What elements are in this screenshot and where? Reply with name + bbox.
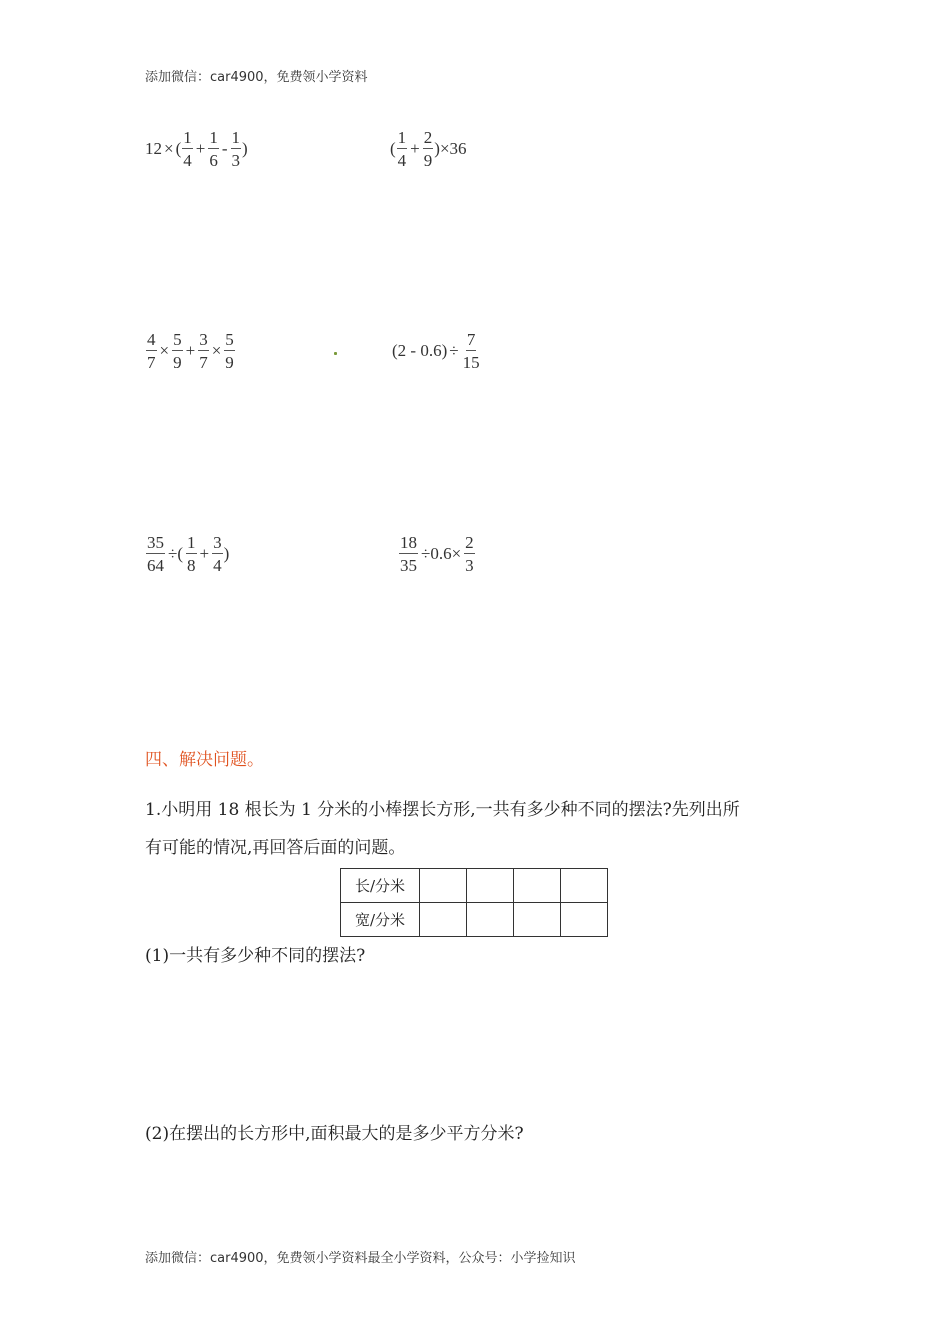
length-label: 长/分米 [341,869,420,903]
denominator: 4 [183,151,192,170]
answer-cell[interactable] [420,869,467,903]
paren: ) [223,544,230,563]
fraction [186,534,197,574]
denominator: 3 [231,151,241,170]
fraction [462,331,481,371]
page-footer: 添加微信：car4900，免费领小学资料最全小学资料，公众号：小学捡知识 [145,1251,576,1266]
denominator: 3 [465,556,474,575]
numerator: 3 [213,533,222,552]
section-title: 四、解决问题。 [145,750,264,770]
denominator: 35 [400,556,417,575]
times-sign: × [211,341,222,360]
denominator: 15 [462,353,480,372]
numerator: 1 [209,128,218,147]
numerator: 1 [183,128,192,147]
fraction [182,129,193,169]
times-36: ×36 [439,139,467,158]
denominator: 4 [213,556,222,575]
divide-times: ÷0.6× [421,544,462,563]
plus-sign: + [410,139,420,158]
fraction [399,534,418,574]
denominator: 9 [225,353,234,372]
page-header: 添加微信：car4900，免费领小学资料 [145,70,368,85]
fraction [172,331,183,371]
exercise-3 [145,331,236,371]
exercise-6 [398,534,476,574]
exercise-2 [390,129,467,169]
numerator: 35 [147,533,164,552]
fraction [198,331,209,371]
answer-cell[interactable] [420,903,467,937]
numerator: 7 [466,330,476,349]
numerator: 2 [423,128,433,147]
fraction [397,129,408,169]
exercise-4 [392,331,482,371]
numerator: 1 [231,128,241,147]
numerator: 5 [225,330,234,349]
answer-cell[interactable] [467,903,514,937]
answer-cell[interactable] [561,903,608,937]
numerator: 4 [147,330,156,349]
minus-sign: - [221,139,228,158]
numerator: 1 [187,533,196,552]
numerator: 3 [199,330,208,349]
answer-cell[interactable] [561,869,608,903]
fraction [146,534,165,574]
numerator: 1 [397,128,407,147]
fraction [224,331,235,371]
expression-head: (2 - 0.6) [392,341,448,360]
numerator: 5 [173,330,182,349]
divide-sign: ÷ [449,341,459,360]
numerator: 2 [465,533,474,552]
denominator: 9 [173,353,182,372]
answer-table [340,868,608,937]
question-2: (2)在摆出的长方形中,面积最大的是多少平方分米? [145,1124,524,1144]
paren: ( [175,139,182,158]
fraction [208,129,219,169]
plus-sign: + [199,544,210,563]
denominator: 6 [209,151,218,170]
fraction [423,129,434,169]
paren: ) [242,139,248,158]
answer-cell[interactable] [467,869,514,903]
paren: ) [434,139,440,158]
table-row [341,869,608,903]
paren: ( [390,139,396,158]
fraction [212,534,223,574]
problem-1-line-2: 有可能的情况,再回答后面的问题。 [145,838,406,858]
fraction [464,534,475,574]
exercise-5 [145,534,229,574]
denominator: 64 [147,556,164,575]
divide-sign: ÷( [168,544,183,563]
fraction [146,331,157,371]
problem-1-line-1: 1.小明用 18 根长为 1 分米的小棒摆长方形,一共有多少种不同的摆法?先列出所 [145,800,740,820]
stray-dot [334,352,337,355]
answer-cell[interactable] [514,903,561,937]
number: 12 [145,139,162,158]
fraction [231,129,242,169]
table-row [341,903,608,937]
plus-sign: + [195,139,206,158]
denominator: 9 [423,151,433,170]
denominator: 7 [199,353,208,372]
denominator: 7 [147,353,156,372]
denominator: 8 [187,556,196,575]
times-sign: × [159,341,170,360]
answer-cell[interactable] [514,869,561,903]
width-label: 宽/分米 [341,903,420,937]
exercise-1 [145,129,248,169]
question-1: (1)一共有多少种不同的摆法? [145,946,366,966]
denominator: 4 [397,151,407,170]
plus-sign: + [185,341,196,360]
numerator: 18 [400,533,417,552]
times-sign: × [164,139,174,158]
